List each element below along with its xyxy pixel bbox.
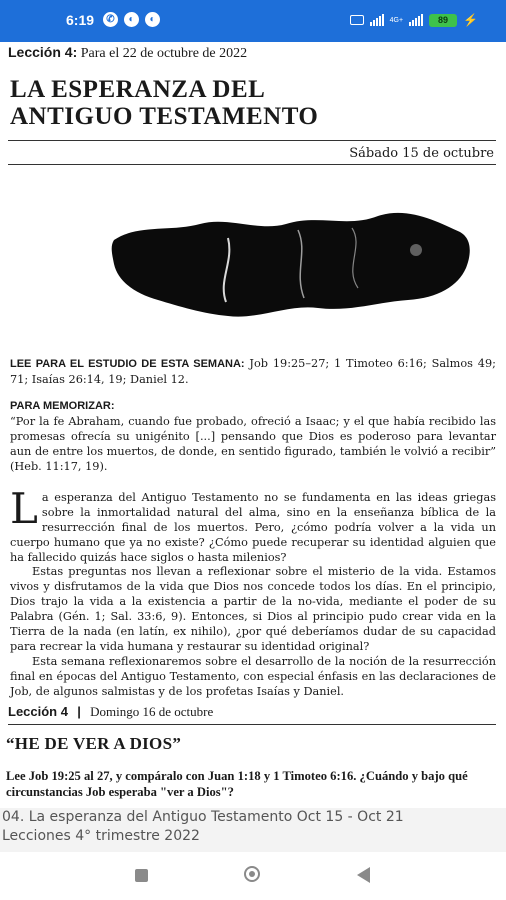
- home-circle-icon[interactable]: [244, 866, 260, 882]
- title-divider: [8, 140, 496, 141]
- lesson2-separator: |: [77, 704, 81, 719]
- lesson2-day: Domingo 16 de octubre: [90, 704, 214, 719]
- question-paragraph: Lee Job 19:25 al 27, y compáralo con Juan 1:18 y 1 Timoteo 6:16. ¿Cuándo y bajo qué circunstancias Job esperaba "ver a Dios"?: [6, 769, 468, 799]
- lesson-illustration: [108, 202, 478, 327]
- recents-square-icon[interactable]: [135, 869, 148, 882]
- memorize-text: “Por la fe Abraham, cuando fue probado, ofreció a Isaac; y el que había recibido las promesas ofrecía su unigénito [...] pensando que Dios es poderoso para levantar aun de entre los muertos, de donde, en sentido figurado, también le volvió a recibir” (Heb. 11:17, 19).: [10, 415, 496, 473]
- day-divider: [8, 164, 496, 165]
- status-time: 6:19: [66, 12, 95, 28]
- notification-icons: [103, 12, 160, 27]
- chat-icon: ◐: [145, 12, 160, 27]
- memorize-label: PARA MEMORIZAR:: [10, 400, 115, 412]
- study-paragraph: [10, 356, 496, 387]
- lesson-label: Lección 4:: [8, 44, 78, 60]
- lesson2-label: Lección 4: [8, 704, 68, 719]
- network-type-label: 4G+: [389, 16, 404, 24]
- status-bar: [0, 0, 506, 42]
- sunday-header: [8, 704, 213, 720]
- title-line-1: LA ESPERANZA DEL: [10, 76, 266, 103]
- battery-icon: 89: [429, 14, 457, 27]
- signal-icon-2: [409, 14, 423, 26]
- chat-icon: ◐: [124, 12, 139, 27]
- caption-bar: [0, 808, 506, 852]
- day-label: Sábado 15 de octubre: [349, 146, 494, 161]
- caption-line-2: Lecciones 4° trimestre 2022: [2, 828, 200, 844]
- body-paragraph-3: Esta semana reflexionaremos sobre el desarrollo de la noción de la resurrección final en épocas del Antiguo Testamento, con especial énfasis en las declaraciones de Job, de algunos salmistas y de los profetas Isaías y Daniel.: [10, 655, 496, 698]
- intro-text: a esperanza del Antiguo Testamento no se fundamenta en las ideas griegas sobre la inmortalidad natural del alma, sino en la enseñanza bíblica de la resurrección final de los muertos. Pero, ¿cómo podría volver a la vida un cuerpo humano que ya no existe? ¿Cómo puede recuperar su identidad alguien que ha fallecido quizás hace siglos o hasta milenios?: [10, 491, 496, 564]
- study-label: LEE PARA EL ESTUDIO DE ESTA SEMANA:: [10, 358, 245, 370]
- lesson-title: [10, 76, 318, 130]
- back-triangle-icon[interactable]: [357, 867, 370, 883]
- status-right: [350, 13, 478, 27]
- whatsapp-icon: ✆: [103, 12, 118, 27]
- sunday-divider: [8, 724, 496, 725]
- document-page[interactable]: [0, 42, 506, 808]
- lesson-header: [8, 44, 247, 62]
- body-paragraph-2: Estas preguntas nos llevan a reflexionar sobre el misterio de la vida. Estamos vivos y disfrutamos de la vida que Dios nos concede todos los días. En el principio, Dios trajo la vida a la existencia a partir de la no-vida, mediante el poder de su Palabra (Gén. 1; Sal. 33:6, 9). Entonces, si Dios al principio pudo crear vida en la Tierra de la nada (en latín, ex nihilo), ¿por qué deberíamos dudar de su capacidad para recrear la vida humana y restaurar su identidad original?: [10, 565, 496, 653]
- section-title: “HE DE VER A DIOS”: [6, 734, 182, 753]
- signal-icon: [370, 14, 384, 26]
- title-line-2: ANTIGUO TESTAMENTO: [10, 103, 319, 130]
- vowifi-icon: [350, 15, 364, 25]
- caption-line-1: 04. La esperanza del Antiguo Testamento Oct 15 - Oct 21: [2, 809, 404, 825]
- charging-icon: ⚡: [463, 13, 478, 27]
- dropcap: L: [10, 484, 38, 533]
- lesson-date: Para el 22 de octubre de 2022: [80, 46, 248, 61]
- navigation-bar: [0, 852, 506, 900]
- intro-paragraph: [10, 484, 496, 565]
- study-text: Job 19:25–27; 1 Timoteo 6:16; Salmos 49; 71; Isaías 26:14, 19; Daniel 12.: [10, 357, 496, 386]
